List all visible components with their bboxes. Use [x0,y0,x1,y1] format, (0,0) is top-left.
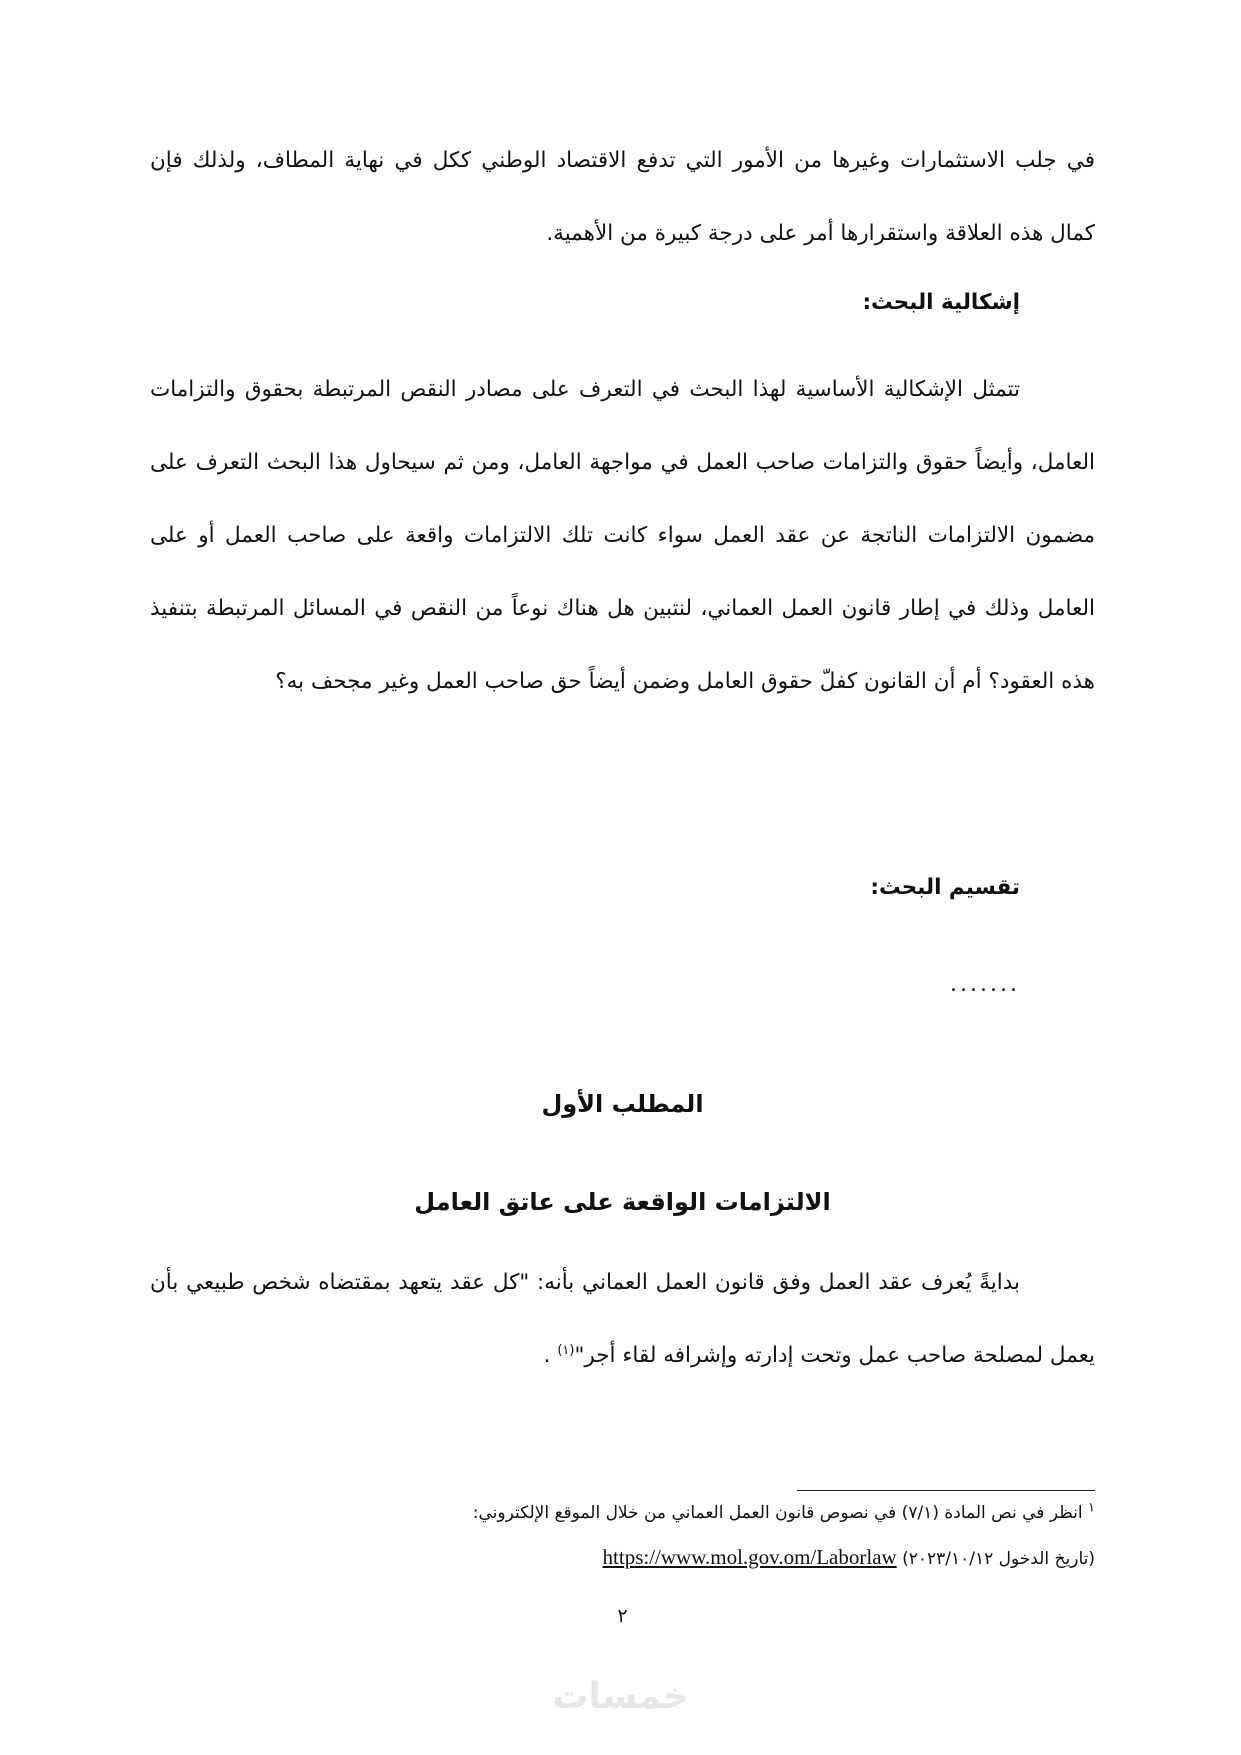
intro-paragraph: في جلب الاستثمارات وغيرها من الأمور التي تدفع الاقتصاد الوطني ككل في نهاية المطاف، ولذلك فإن كمال هذه العلاقة واستقرارها أمر على درجة كبيرة من الأهمية. [150,148,1095,246]
footnote-link[interactable]: https://www.mol.gov.om/Laborlaw [602,1545,897,1569]
section-subtitle: الالتزامات الواقعة على عاتق العامل [414,1188,831,1216]
page-number: ٢ [617,1605,628,1627]
footnote-line-1 [150,1500,1095,1523]
definition-end: . [543,1343,558,1368]
definition-text: بدايةً يُعرف عقد العمل وفق قانون العمل العماني بأنه: "كل عقد يتعهد بمقتضاه شخص طبيعي بأن يعمل لمصلحة صاحب عمل وتحت إدارته وإشرافه لقاء أجر" [150,1270,1095,1368]
problem-paragraph: تتمثل الإشكالية الأساسية لهذا البحث في التعرف على مصادر النقص المرتبطة بحقوق والتزامات العامل، وأيضاً حقوق والتزامات صاحب العمل في مواجهة العامل، ومن ثم سيحاول هذا البحث التعرف على مضمون الالتزامات الناتجة عن عقد العمل سواء كانت تلك الالتزامات واقعة على صاحب العمل أو على العامل وذلك في إطار قانون العمل العماني، لنتبين هل هناك نوعاً من النقص في المسائل المرتبطة بتنفيذ هذه العقود؟ أم أن القانون كفلّ حقوق العامل وضمن أيضاً حق صاحب العمل وغير مجحف به؟ [150,377,1095,694]
footnote-separator [797,1490,1095,1491]
footnote-line-2 [150,1545,1095,1570]
footnote-text: انظر في نص المادة (٧/١) في نصوص قانون العمل العماني من خلال الموقع الإلكتروني: [472,1503,1083,1523]
footnote-reference[interactable]: (١) [557,1342,575,1358]
section-title: المطلب الأول [541,1090,704,1118]
footnote-access-date: (تاريخ الدخول ٢٠٢٣/١٠/١٢) [902,1549,1095,1569]
placeholder-dots: ....... [950,972,1020,997]
watermark-logo: خمسات [552,1676,689,1717]
document-page [150,0,1095,1755]
problem-heading: إشكالية البحث: [862,290,1020,315]
definition-paragraph [150,1246,1095,1392]
division-heading: تقسيم البحث: [870,875,1020,900]
footnote-marker: ١ [1088,1500,1095,1516]
